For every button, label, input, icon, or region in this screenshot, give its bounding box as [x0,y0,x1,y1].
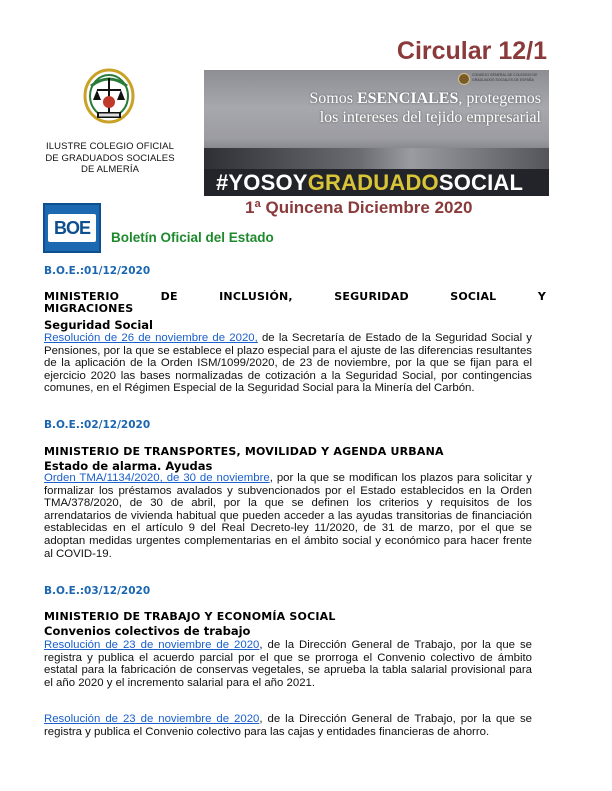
boe-date: B.O.E.:02/12/2020 [44,419,151,431]
ministry-heading: MINISTERIO DE TRANSPORTES, MOVILIDAD Y AGENDA URBANA [44,445,444,458]
ministry-heading-cont: MIGRACIONES [44,302,134,315]
headline-line2: los intereses del tejido empresarial [319,109,541,126]
entry-text: , de la Dirección General de Trabajo, por la que se registra y publica el Convenio colectivo para las cajas y entidades financieras de ahorro. [44,713,532,738]
hashtag-part2: GRADUADO [307,170,439,195]
banner-brand-text: CONSEJO GENERAL DE COLEGIOS DE GRADUADOS SOCIALES DE ESPAÑA [472,73,538,82]
college-name [30,141,190,176]
circular-title: Circular 12/1 [396,37,547,65]
banner-headline [204,89,541,127]
resolution-link[interactable]: Resolución de 23 de noviembre de 2020 [44,713,260,725]
resolution-link[interactable]: Resolución de 26 de noviembre de 2020, [44,332,258,344]
boe-name: Boletín Oficial del Estado [111,230,274,245]
entry-text: , por la que se modifican los plazos para solicitar y formalizar los préstamos avalados y subvencionados por el Estado establecidos en la Orden TMA/378/2020, de 30 de abril, por la que se definen los criterios y requisitos de los arrendatarios de vivienda habitual que pueden acceder a las ayudas transitorias de financiación establecidas en el artículo 9 del Real Decreto-ley 11/2020, de 31 de marzo, por el que se adoptan medidas urgentes complementarias en el ámbito social y económico para hacer frente al COVID-19. [44,472,532,560]
headline-post: , protegemos [458,90,541,107]
entry-text: , de la Dirección General de Trabajo, por la que se registra y publica el acuerdo parcial por el que se prorroga el Convenio colectivo de ámbito estatal para la fabricación de conservas vegetales, se aprueba la tabla salarial provisional para el año 2020 y el incremento salarial para el año 2021. [44,639,532,689]
hashtag-part1: #YOSOY [216,170,308,195]
entry-text: de la Secretaría de Estado de la Seguridad Social y Pensiones, por la que se establece el plazo especial para el ajuste de las diferencias resultantes de la aplicación de la Orden ISM/1099/2020, de 23 de noviembre, por la que se fijan para el ejercicio 2020 las bases normalizadas de cotización a la Seguridad Social, por contingencias comunes, en el Régimen Especial de la Seguridad Social para la Minería del Carbón. [44,332,532,395]
banner-seascape [204,148,549,170]
section-subhead: Estado de alarma. Ayudas [44,459,213,473]
boe-date: B.O.E.:01/12/2020 [44,265,151,277]
entry-paragraph [44,639,532,689]
entry-paragraph [44,472,532,560]
ministry-heading: MINISTERIO DE INCLUSIÓN, SEGURIDAD SOCIAL Y [44,290,546,303]
consejo-logo-icon [458,73,470,85]
campaign-banner [204,70,549,196]
hashtag-band [204,169,549,196]
headline-bold: ESENCIALES [356,90,459,107]
college-name-line: ILUSTRE COLEGIO OFICIAL [46,141,174,152]
section-subhead: Convenios colectivos de trabajo [44,624,251,638]
boe-logo-text: BOE [48,214,96,242]
boe-date: B.O.E.:03/12/2020 [44,585,151,597]
college-name-line: DE GRADUADOS SOCIALES [45,152,175,164]
fortnight-label: 1ª Quincena Diciembre 2020 [245,198,473,217]
entry-paragraph [44,713,532,738]
college-name-line: DE ALMERÍA [80,164,140,175]
section-subhead: Seguridad Social [44,318,153,332]
order-link[interactable]: Orden TMA/1134/2020, de 30 de noviembre [44,472,270,484]
resolution-link[interactable]: Resolución de 23 de noviembre de 2020 [44,639,260,651]
entry-paragraph [44,332,532,395]
hashtag-part3: SOCIAL [438,170,524,195]
ministry-heading: MINISTERIO DE TRABAJO Y ECONOMÍA SOCIAL [44,610,336,623]
coat-of-arms-icon [79,66,139,126]
headline-pre: Somos [309,90,357,107]
boe-logo [43,203,101,253]
college-logo [79,66,139,126]
